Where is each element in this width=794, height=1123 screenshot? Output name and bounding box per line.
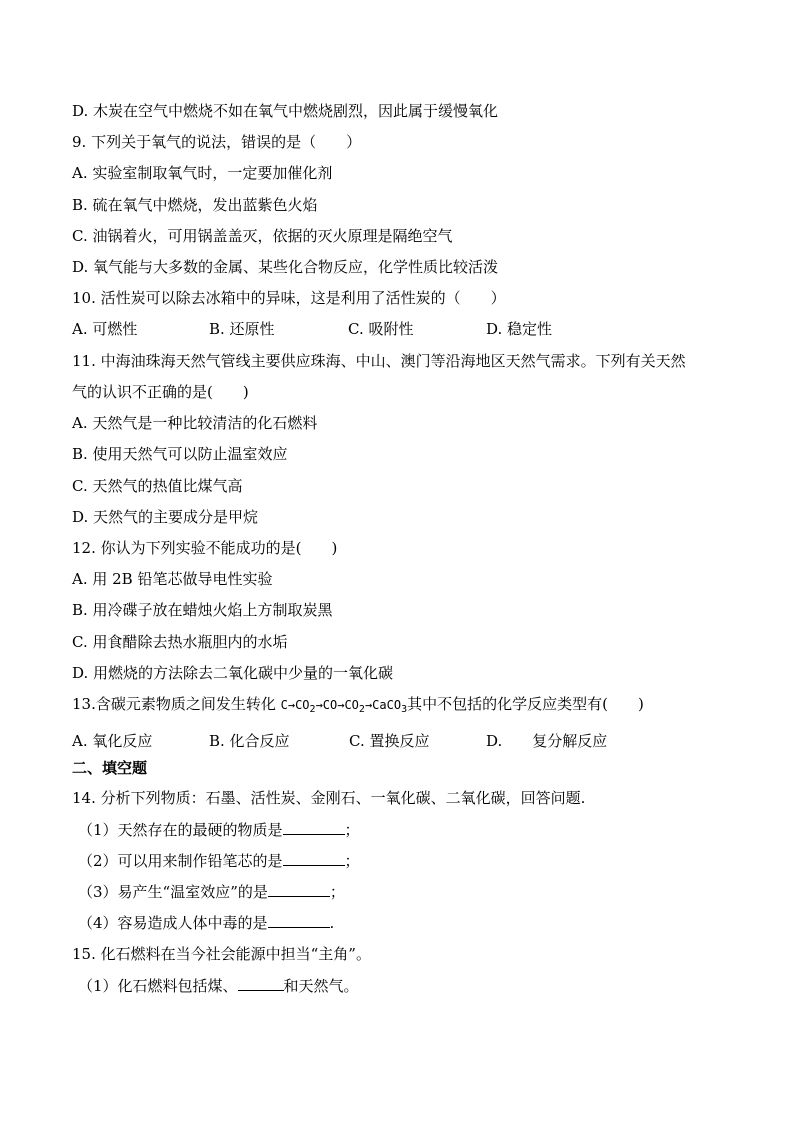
q10-options — [72, 318, 552, 340]
q14-item-1-text: （1）天然存在的最硬的物质是 — [78, 821, 283, 839]
q9-option-d: D. 氧气能与大多数的金属、某些化合物反应，化学性质比较活泼 — [72, 258, 499, 276]
q15-stem: 15. 化石燃料在当今社会能源中担当“主角”。 — [72, 945, 371, 963]
q14-stem: 14. 分析下列物质：石墨、活性炭、金刚石、一氧化碳、二氧化碳，回答问题. — [72, 789, 586, 807]
punctuation: ； — [344, 852, 360, 870]
formula-subscript: 2 — [309, 704, 316, 715]
q14-item-4 — [78, 912, 334, 934]
q15-item-1-text: （1）化石燃料包括煤、 — [78, 977, 238, 995]
q11-option-d: D. 天然气的主要成分是甲烷 — [72, 508, 259, 526]
q10-option-d: D. 稳定性 — [486, 320, 553, 338]
formula-part: →CO→CO — [315, 698, 359, 712]
q9-option-c: C. 油锅着火，可用锅盖盖灭，依据的灭火原理是隔绝空气 — [72, 227, 453, 245]
q13-stem-prefix: 13.含碳元素物质之间发生转化 — [72, 695, 281, 713]
section-heading-fill-in: 二、填空题 — [72, 759, 148, 777]
q14-item-2 — [78, 850, 360, 872]
q12-option-a: A. 用 2B 铅笔芯做导电性实验 — [72, 570, 273, 588]
q13-option-c: C. 置换反应 — [349, 732, 430, 750]
q10-stem: 10. 活性炭可以除去冰箱中的异味，这是利用了活性炭的（ ） — [72, 289, 506, 307]
q12-option-c: C. 用食醋除去热水瓶胆内的水垢 — [72, 633, 288, 651]
answer-blank[interactable] — [268, 913, 330, 928]
q13-option-d: D. 复分解反应 — [486, 732, 608, 750]
q14-item-4-text: （4）容易造成人体中毒的是 — [78, 914, 268, 932]
formula-part: →CaCO — [364, 698, 402, 712]
q11-stem-line2: 气的认识不正确的是( ) — [72, 383, 249, 401]
q9-stem: 9. 下列关于氧气的说法，错误的是（ ） — [72, 133, 362, 151]
q10-option-c: C. 吸附性 — [348, 320, 414, 338]
q13-option-a: A. 氧化反应 — [72, 732, 153, 750]
q11-stem-line1: 11. 中海油珠海天然气管线主要供应珠海、中山、澳门等沿海地区天然气需求。下列有关天然 — [72, 352, 686, 370]
answer-blank[interactable] — [283, 820, 345, 835]
punctuation: . — [329, 914, 335, 932]
punctuation: ； — [329, 883, 345, 901]
q13-formula — [280, 698, 408, 715]
q12-option-b: B. 用冷碟子放在蜡烛火焰上方制取炭黑 — [72, 601, 333, 619]
formula-part: C→CO — [280, 698, 310, 712]
q11-option-c: C. 天然气的热值比煤气高 — [72, 477, 243, 495]
q13-options — [72, 730, 607, 752]
answer-blank[interactable] — [268, 882, 330, 897]
q14-item-2-text: （2）可以用来制作铅笔芯的是 — [78, 852, 283, 870]
q14-item-3-text: （3）易产生“温室效应”的是 — [78, 883, 268, 901]
q13-option-b: B. 化合反应 — [209, 732, 290, 750]
q15-item-1-suffix: 和天然气。 — [283, 977, 359, 995]
q11-option-a: A. 天然气是一种比较清洁的化石燃料 — [72, 414, 318, 432]
q13-stem — [72, 693, 644, 716]
q13-stem-suffix: 其中不包括的化学反应类型有( ) — [407, 695, 644, 713]
q15-item-1 — [78, 975, 359, 997]
answer-blank[interactable] — [238, 976, 284, 991]
q14-item-1 — [78, 819, 360, 841]
q8-option-d: D. 木炭在空气中燃烧不如在氧气中燃烧剧烈，因此属于缓慢氧化 — [72, 102, 499, 120]
formula-subscript: 2 — [358, 704, 365, 715]
q14-item-3 — [78, 881, 345, 903]
q9-option-b: B. 硫在氧气中燃烧，发出蓝紫色火焰 — [72, 196, 318, 214]
q10-option-a: A. 可燃性 — [72, 320, 138, 338]
q11-option-b: B. 使用天然气可以防止温室效应 — [72, 445, 288, 463]
q12-stem: 12. 你认为下列实验不能成功的是( ) — [72, 539, 338, 557]
q12-option-d: D. 用燃烧的方法除去二氧化碳中少量的一氧化碳 — [72, 664, 394, 682]
q9-option-a: A. 实验室制取氧气时，一定要加催化剂 — [72, 164, 333, 182]
punctuation: ； — [344, 821, 360, 839]
formula-subscript: 3 — [401, 704, 408, 715]
answer-blank[interactable] — [283, 851, 345, 866]
q10-option-b: B. 还原性 — [209, 320, 275, 338]
